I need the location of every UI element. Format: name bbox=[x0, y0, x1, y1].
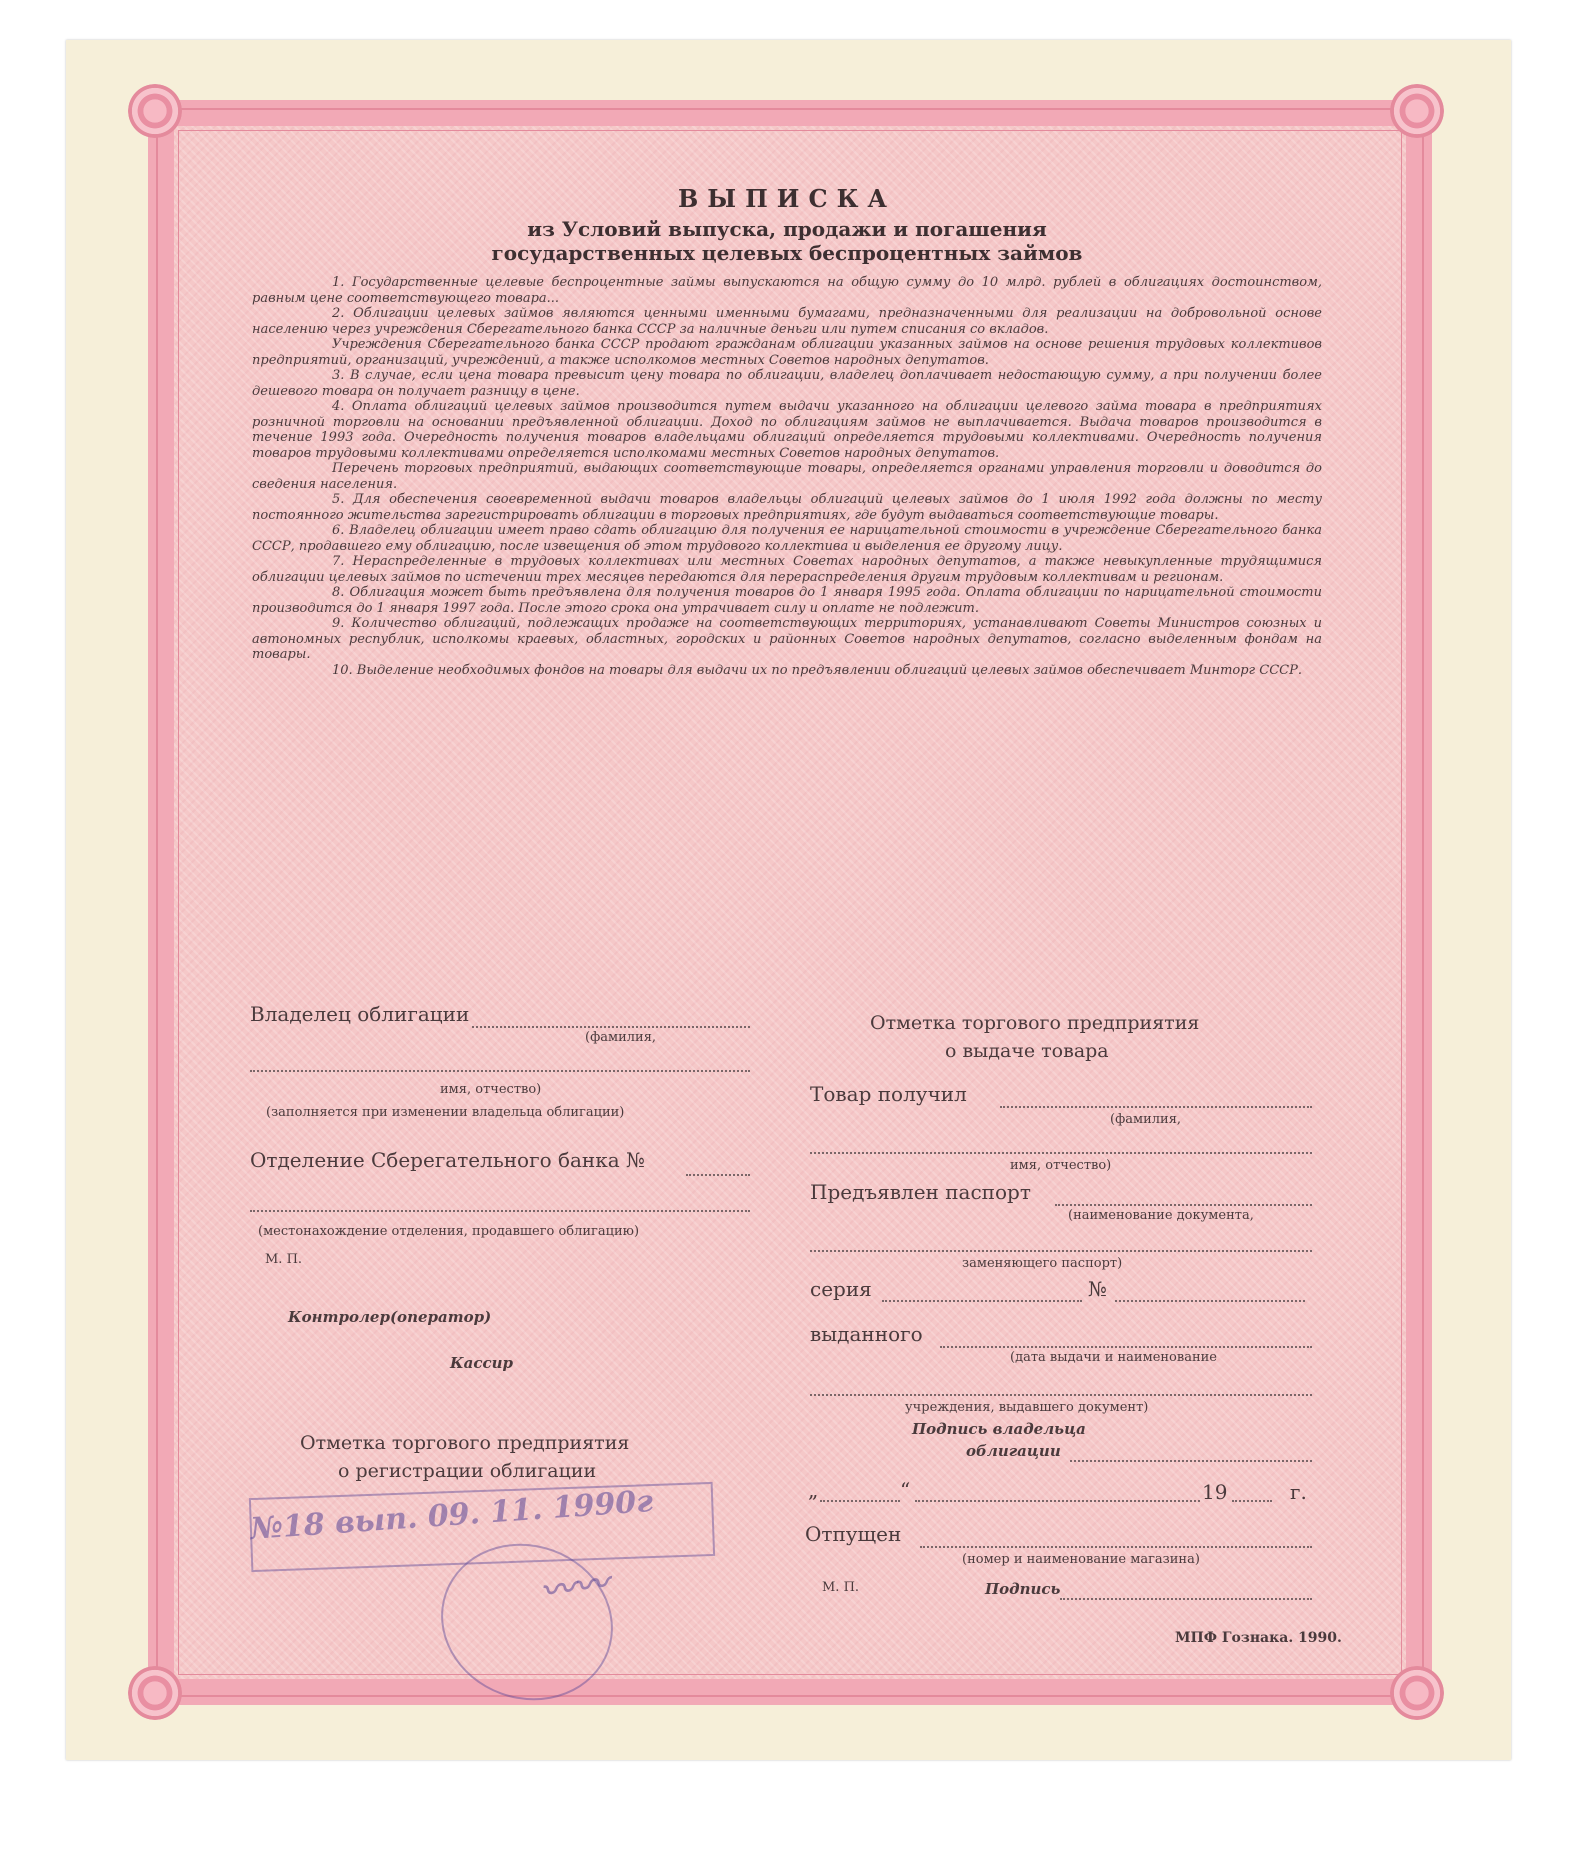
corner-rosette-top-left bbox=[128, 84, 182, 138]
right-heading-line1: Отметка торгового предприятия bbox=[870, 1012, 1200, 1034]
received-line-2 bbox=[810, 1152, 1312, 1154]
controller-label: Контролер(оператор) bbox=[288, 1308, 492, 1326]
owner-signature-line bbox=[1070, 1460, 1312, 1462]
owner-hint-note: (заполняется при изменении владельца облигации) bbox=[266, 1105, 625, 1120]
year-prefix: 19 bbox=[1202, 1480, 1228, 1504]
left-seal-mark: М. П. bbox=[265, 1252, 303, 1267]
issued-label: выданного bbox=[810, 1322, 923, 1346]
issued-line-2 bbox=[810, 1394, 1312, 1396]
clause: 2. Облигации целевых займов являются ценными именными бумагами, предназначенными для реализации на добровольной основе населению через учреждения Сберегательного банка СССР за наличные деньги или путем списания со вкладов. bbox=[252, 306, 1322, 337]
extract-text bbox=[252, 184, 1322, 678]
owner-hint-surname: (фамилия, bbox=[585, 1030, 657, 1045]
clause: 1. Государственные целевые беспроцентные займы выпускаются на общую сумму до 10 млрд. рублей в облигациях достоинством, равным цене соответствующего товара... bbox=[252, 275, 1322, 306]
owner-signature-label-line2: облигации bbox=[966, 1442, 1061, 1460]
received-hint-surname: (фамилия, bbox=[1110, 1112, 1182, 1127]
clause: Перечень торговых предприятий, выдающих соответствующие товары, определяется органами управления торговли и доводится до сведения населения. bbox=[252, 461, 1322, 492]
registration-heading-line1: Отметка торгового предприятия bbox=[300, 1432, 630, 1454]
owner-label: Владелец облигации bbox=[250, 1002, 470, 1026]
right-heading-line2: о выдаче товара bbox=[945, 1040, 1109, 1062]
passport-label: Предъявлен паспорт bbox=[810, 1180, 1031, 1204]
owner-line-2 bbox=[250, 1070, 750, 1072]
signature-label: Подпись bbox=[985, 1580, 1061, 1598]
issued-hint-institution: учреждения, выдавшего документ) bbox=[905, 1400, 1149, 1415]
clause: 7. Нераспределенные в трудовых коллективах или местных Советах народных депутатов, а также невыкупленные трудящимися облигации целевых займов по истечении трех месяцев передаются для перераспределения другим трудовым коллективам и регионам. bbox=[252, 554, 1322, 585]
document-subtitle-line2: государственных целевых беспроцентных займов bbox=[491, 241, 1083, 265]
series-line bbox=[882, 1300, 1082, 1302]
clause: 6. Владелец облигации имеет право сдать облигацию для получения ее нарицательной стоимости в учреждение Сберегательного банка СССР, продавшего ему облигацию, после извещения об этом трудового коллектива и выделения ее другому лицу. bbox=[252, 523, 1322, 554]
number-sign: № bbox=[1088, 1277, 1107, 1301]
received-label: Товар получил bbox=[810, 1082, 967, 1106]
clause: 9. Количество облигаций, подлежащих продаже на соответствующих территориях, устанавливают Советы Министров союзных и автономных республик, исполкомы краевых, областных, городских и районных Советов народных депутатов, согласно выделенным фондам на товары. bbox=[252, 616, 1322, 662]
printer-credit: МПФ Гознака. 1990. bbox=[1175, 1630, 1342, 1646]
received-line bbox=[1000, 1106, 1312, 1108]
year-line bbox=[1232, 1500, 1272, 1502]
date-quote-close: “ bbox=[900, 1478, 911, 1502]
owner-line bbox=[472, 1026, 750, 1028]
clause: 8. Облигация может быть предъявлена для получения товаров до 1 января 1995 года. Оплата облигации по нарицательной стоимости производится до 1 января 1997 года. После этого срока она утрачивает силу и оплате не подлежит. bbox=[252, 585, 1322, 616]
issued-line bbox=[940, 1346, 1312, 1348]
cashier-label: Кассир bbox=[450, 1354, 514, 1372]
clause: 5. Для обеспечения своевременной выдачи товаров владельцы облигаций целевых займов до 1 июля 1992 года должны по месту постоянного жительства зарегистрировать облигации в торговых предприятиях, где будут выдаваться соответствующие товары. bbox=[252, 492, 1322, 523]
clause: 10. Выделение необходимых фондов на товары для выдачи их по предъявлении облигаций целевых займов обеспечивает Минторг СССР. bbox=[332, 662, 1302, 678]
passport-line bbox=[1055, 1204, 1312, 1206]
owner-hint-name: имя, отчество) bbox=[440, 1082, 542, 1097]
branch-hint: (местонахождение отделения, продавшего облигацию) bbox=[258, 1224, 640, 1239]
clauses-list bbox=[252, 275, 1322, 678]
corner-rosette-top-right bbox=[1390, 84, 1444, 138]
released-hint: (номер и наименование магазина) bbox=[962, 1552, 1200, 1567]
released-line bbox=[920, 1546, 1312, 1548]
owner-signature-label-line1: Подпись владельца bbox=[912, 1420, 1086, 1438]
handwritten-registration-date: №18 вып. 09. 11. 1990г bbox=[249, 1483, 655, 1548]
date-month-line bbox=[915, 1500, 1200, 1502]
document-subtitle-line1: из Условий выпуска, продажи и погашения bbox=[527, 217, 1047, 241]
date-quote-open: „ bbox=[808, 1478, 819, 1502]
date-day-line bbox=[820, 1500, 900, 1502]
branch-line-2 bbox=[250, 1210, 750, 1212]
branch-line bbox=[686, 1174, 750, 1176]
passport-line-2 bbox=[810, 1250, 1312, 1252]
signature-line bbox=[1060, 1598, 1312, 1600]
branch-label: Отделение Сберегательного банка № bbox=[250, 1148, 645, 1172]
clause: 3. В случае, если цена товара превысит цену товара по облигации, владелец доплачивает недостающую сумму, а при получении более дешевого товара он получает разницу в цене. bbox=[252, 368, 1322, 399]
corner-rosette-bottom-left bbox=[128, 1666, 182, 1720]
clause: 4. Оплата облигаций целевых займов производится путем выдачи указанного на облигации целевого займа товара в предприятиях розничной торговли на основании предъявленной облигации. Доход по облигациям займов не выплачивается. Выдача товаров производится в течение 1993 года. Очередность получения товаров владельцами облигаций определяется трудовыми коллективами. Очередность получения товаров трудовыми коллективами определяется исполкомами местных Советов народных депутатов. bbox=[252, 399, 1322, 461]
released-label: Отпущен bbox=[805, 1522, 902, 1546]
right-seal-mark: М. П. bbox=[822, 1580, 860, 1595]
issued-hint-date: (дата выдачи и наименование bbox=[1010, 1350, 1217, 1365]
passport-hint-replace: заменяющего паспорт) bbox=[962, 1256, 1123, 1271]
signature-scribble: 〰〰 bbox=[538, 1563, 611, 1613]
corner-rosette-bottom-right bbox=[1390, 1666, 1444, 1720]
year-suffix: г. bbox=[1290, 1480, 1307, 1504]
document-title: ВЫПИСКА bbox=[678, 184, 896, 213]
series-label: серия bbox=[810, 1277, 872, 1301]
passport-hint-doc: (наименование документа, bbox=[1068, 1208, 1254, 1223]
clause: Учреждения Сберегательного банка СССР продают гражданам облигации указанных займов на основе решения трудовых коллективов предприятий, организаций, учреждений, а также исполкомов местных Советов народных депутатов. bbox=[252, 337, 1322, 368]
number-line bbox=[1115, 1300, 1305, 1302]
received-hint-name: имя, отчество) bbox=[1010, 1158, 1112, 1173]
registration-heading-line2: о регистрации облигации bbox=[338, 1460, 597, 1482]
